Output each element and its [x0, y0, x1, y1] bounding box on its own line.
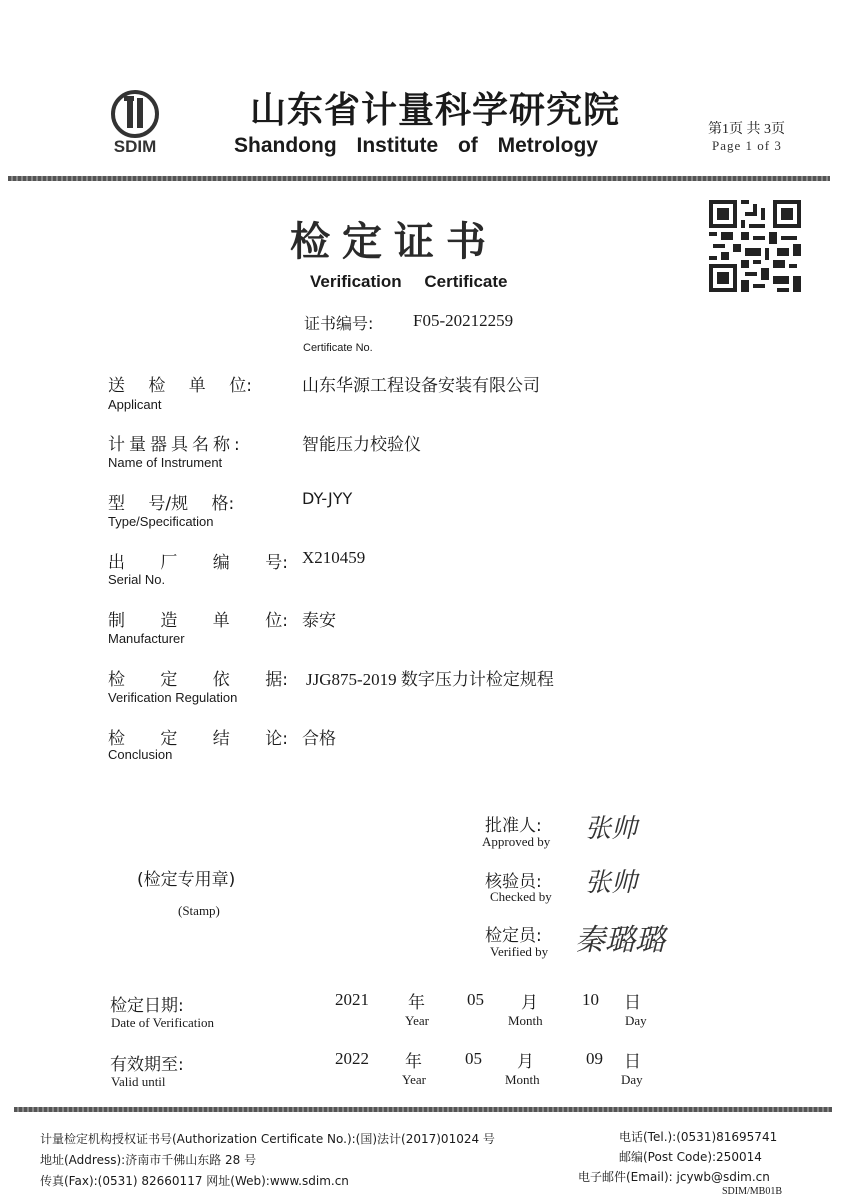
regulation-value: JJG875-2019 数字压力计检定规程: [306, 670, 554, 689]
valid-until-year: 2022: [335, 1049, 369, 1068]
type-spec-value: DY-JYY: [302, 489, 353, 508]
regulation-label-en: Verification Regulation: [108, 690, 238, 705]
applicant-label: 送 检 单 位:: [108, 376, 252, 396]
regulation-label: 检 定 依 据:: [108, 670, 288, 690]
svg-text:SDIM: SDIM: [113, 137, 157, 156]
year-unit-cn-2: 年: [405, 1052, 422, 1072]
header-divider: [8, 176, 830, 181]
stamp-label: (检定专用章): [137, 870, 236, 890]
verification-year: 2021: [335, 990, 369, 1009]
valid-until-label: 有效期至:: [110, 1055, 184, 1075]
stamp-label-en: (Stamp): [178, 903, 220, 918]
day-unit-en-2: Day: [621, 1072, 643, 1087]
serial-no-value: X210459: [302, 548, 366, 567]
page-indicator-en: Page 1 of 3: [712, 138, 782, 153]
approved-by-label: 批准人:: [485, 816, 542, 836]
qr-code: [709, 200, 801, 292]
verification-date-label: 检定日期:: [110, 996, 184, 1016]
footer-email: 电子邮件(Email): jcywb@sdim.cn: [578, 1170, 770, 1184]
type-spec-label: 型 号/规 格:: [108, 494, 235, 514]
verification-month: 05: [467, 990, 484, 1009]
footer-tel: 电话(Tel.):(0531)81695741: [619, 1130, 778, 1144]
instrument-name-label: 计量器具名称:: [108, 435, 244, 455]
institute-name-cn: 山东省计量科学研究院: [250, 89, 621, 131]
verified-by-label-en: Verified by: [490, 944, 549, 959]
day-unit-cn: 日: [624, 993, 641, 1013]
conclusion-label-en: Conclusion: [108, 747, 173, 762]
year-unit-en-2: Year: [402, 1072, 426, 1087]
valid-until-label-en: Valid until: [111, 1074, 166, 1089]
certificate-number: F05-20212259: [413, 311, 514, 330]
year-unit-cn: 年: [408, 993, 425, 1013]
footer-divider: [14, 1107, 832, 1112]
authorization-number: 计量检定机构授权证书号(Authorization Certificate No.):(国)法计(2017)01024 号: [40, 1132, 495, 1146]
conclusion-value: 合格: [302, 729, 336, 749]
applicant-label-en: Applicant: [108, 397, 162, 412]
approved-by-label-en: Approved by: [482, 834, 551, 849]
year-unit-en: Year: [405, 1013, 429, 1028]
checked-by-signature: 张帅: [585, 868, 638, 898]
form-code: SDIM/MB01B: [722, 1186, 783, 1197]
month-unit-en: Month: [508, 1013, 543, 1028]
certificate-number-label-en: Certificate No.: [303, 342, 373, 354]
manufacturer-label-en: Manufacturer: [108, 631, 185, 646]
instrument-name-label-en: Name of Instrument: [108, 455, 223, 470]
certificate-title-cn: 检定证书: [290, 218, 498, 265]
month-unit-en-2: Month: [505, 1072, 540, 1087]
day-unit-cn-2: 日: [624, 1052, 641, 1072]
month-unit-cn: 月: [521, 993, 538, 1013]
valid-until-month: 05: [465, 1049, 482, 1068]
page-indicator-cn: 第1页 共 3页: [708, 122, 785, 137]
certificate-number-label: 证书编号:: [304, 314, 374, 333]
checked-by-label: 核验员:: [485, 872, 542, 892]
verified-by-signature: 秦璐璐: [575, 923, 665, 958]
approved-by-signature: 张帅: [585, 814, 638, 844]
instrument-name-value: 智能压力校验仪: [302, 435, 421, 455]
manufacturer-label: 制 造 单 位:: [108, 611, 288, 631]
sdim-logo: [100, 86, 170, 156]
footer-postcode: 邮编(Post Code):250014: [619, 1150, 762, 1164]
serial-no-label: 出 厂 编 号:: [108, 553, 288, 573]
footer-address: 地址(Address):济南市千佛山东路 28 号: [40, 1153, 257, 1167]
verification-day: 10: [582, 990, 599, 1009]
applicant-value: 山东华源工程设备安装有限公司: [302, 376, 540, 396]
month-unit-cn-2: 月: [517, 1052, 534, 1072]
valid-until-day: 09: [586, 1049, 603, 1068]
institute-name-en: Shandong Institute of Metrology: [234, 134, 598, 157]
footer-fax-web: 传真(Fax):(0531) 82660117 网址(Web):www.sdim.cn: [40, 1174, 349, 1188]
serial-no-label-en: Serial No.: [108, 572, 166, 587]
verification-date-label-en: Date of Verification: [111, 1015, 214, 1030]
verified-by-label: 检定员:: [485, 926, 542, 946]
type-spec-label-en: Type/Specification: [108, 514, 214, 529]
manufacturer-value: 泰安: [302, 611, 336, 631]
certificate-title-en: Verification Certificate: [310, 272, 508, 291]
day-unit-en: Day: [625, 1013, 647, 1028]
conclusion-label: 检 定 结 论:: [108, 729, 288, 749]
checked-by-label-en: Checked by: [490, 889, 552, 904]
